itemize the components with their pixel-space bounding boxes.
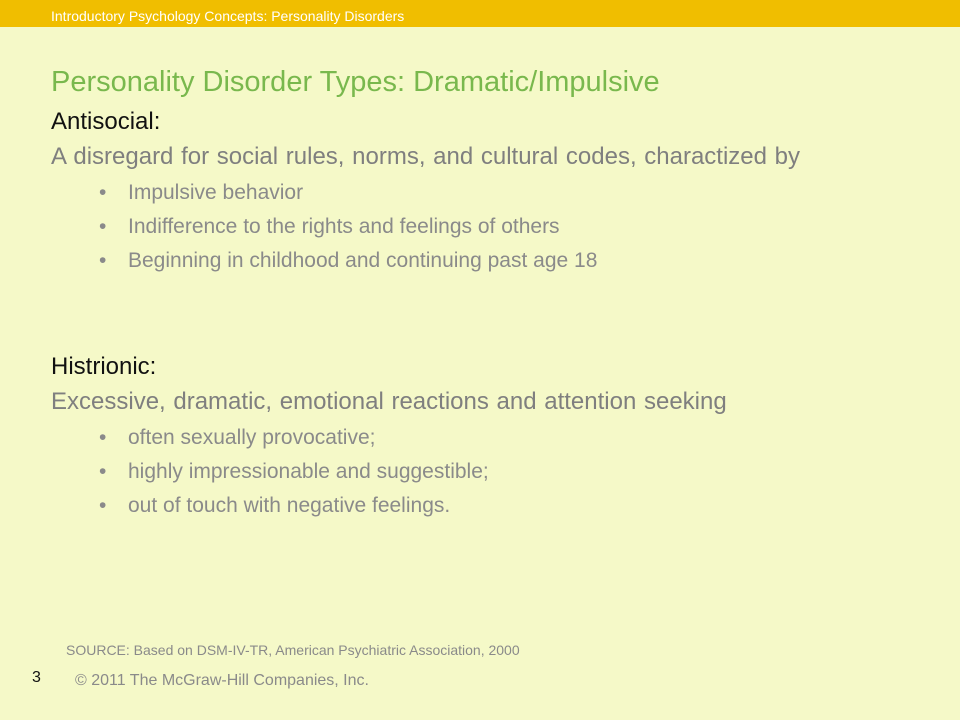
bullet-item [51, 210, 911, 244]
bullet-item [51, 421, 911, 455]
bullet-item [51, 244, 911, 278]
bullet-icon: • [99, 426, 107, 449]
section-description: A disregard for social rules, norms, and cultural codes, charactized by [51, 143, 801, 170]
section-heading: Antisocial: [51, 108, 161, 135]
bullet-text: Indifference to the rights and feelings of others [128, 215, 560, 238]
section-antisocial [51, 108, 911, 278]
bullet-list [51, 421, 911, 523]
bullet-icon: • [99, 460, 107, 483]
bullet-text: out of touch with negative feelings. [128, 494, 451, 517]
bullet-icon: • [99, 215, 107, 238]
bullet-text: highly impressionable and suggestible; [128, 460, 489, 483]
slide-title: Personality Disorder Types: Dramatic/Impulsive [51, 66, 660, 98]
page-number: 3 [32, 669, 41, 686]
bullet-icon: • [99, 181, 107, 204]
section-description: Excessive, dramatic, emotional reactions and attention seeking [51, 388, 727, 415]
bullet-list [51, 176, 911, 278]
bullet-icon: • [99, 494, 107, 517]
source-citation: SOURCE: Based on DSM-IV-TR, American Psychiatric Association, 2000 [66, 642, 520, 658]
section-heading: Histrionic: [51, 353, 157, 380]
bullet-text: often sexually provocative; [128, 426, 376, 449]
bullet-text: Impulsive behavior [128, 181, 304, 204]
course-title: Introductory Psychology Concepts: Personality Disorders [51, 8, 405, 24]
bullet-text: Beginning in childhood and continuing past age 18 [128, 249, 598, 272]
bullet-icon: • [99, 249, 107, 272]
bullet-item [51, 455, 911, 489]
header-bar [0, 0, 960, 27]
bullet-item [51, 489, 911, 523]
copyright-notice: © 2011 The McGraw-Hill Companies, Inc. [75, 672, 369, 689]
bullet-item [51, 176, 911, 210]
section-histrionic [51, 353, 911, 523]
